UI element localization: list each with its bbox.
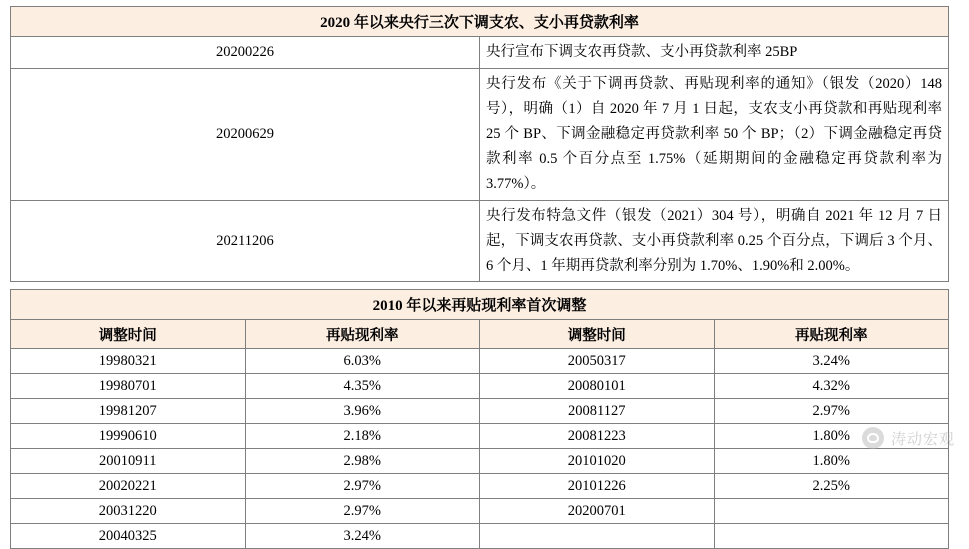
table-row: [11, 424, 949, 449]
table2-title: 2010 年以来再贴现利率首次调整: [11, 290, 949, 320]
cell-rate-right: 4.32%: [714, 374, 949, 399]
account-avatar-icon: [862, 427, 884, 449]
cell-date-right: 20050317: [480, 349, 715, 374]
watermark: [862, 427, 955, 449]
cell-date-right: 20080101: [480, 374, 715, 399]
table-row: [11, 68, 949, 200]
cell-rate-right: 1.80%: [714, 449, 949, 474]
cell-date-left: 19980701: [11, 374, 246, 399]
table1-title: 2020 年以来央行三次下调支农、支小再贷款利率: [11, 7, 949, 37]
table1-text: 央行宣布下调支农再贷款、支小再贷款利率 25BP: [480, 37, 949, 69]
cell-date-right: 20200701: [480, 499, 715, 524]
cell-date-right: [480, 524, 715, 549]
table-gap-divider: [0, 282, 969, 289]
cell-rate-left: 2.18%: [245, 424, 480, 449]
cell-rate-left: 3.24%: [245, 524, 480, 549]
cell-rate-left: 2.97%: [245, 474, 480, 499]
cell-rate-right: 3.24%: [714, 349, 949, 374]
cell-rate-right: [714, 524, 949, 549]
cell-rate-right: [714, 499, 949, 524]
column-header-adjust-date-left: 调整时间: [11, 320, 246, 349]
column-header-rediscount-rate-right: 再贴现利率: [714, 320, 949, 349]
table-row: [11, 524, 949, 549]
document-page: [0, 6, 969, 544]
cell-rate-left: 4.35%: [245, 374, 480, 399]
table-row: [11, 37, 949, 69]
cell-date-left: 20031220: [11, 499, 246, 524]
cell-date-left: 20010911: [11, 449, 246, 474]
column-header-adjust-date-right: 调整时间: [480, 320, 715, 349]
table-row: [11, 499, 949, 524]
table-row: [11, 474, 949, 499]
cell-date-right: 20101226: [480, 474, 715, 499]
table1-title-row: [11, 7, 949, 37]
cell-rate-left: 2.98%: [245, 449, 480, 474]
cell-date-left: 19981207: [11, 399, 246, 424]
table1-text: 央行发布《关于下调再贷款、再贴现利率的通知》（银发（2020）148 号），明确（1）自 2020 年 7 月 1 日起，支农支小再贷款和再贴现利率 25 个 BP、下调金融稳定再贷款利率 50 个 BP；（2）下调金融稳定再贷款利率 0.5 个百分点至 1.75%（延期期间的金融稳定再贷款利率为 3.77%）。: [480, 68, 949, 200]
column-header-rediscount-rate-left: 再贴现利率: [245, 320, 480, 349]
cell-date-right: 20081223: [480, 424, 715, 449]
cell-date-left: 19990610: [11, 424, 246, 449]
cell-rate-right: 1.80%: [714, 424, 949, 449]
table-central-bank-rate-cuts: [10, 6, 949, 282]
cell-rate-left: 3.96%: [245, 399, 480, 424]
cell-date-right: 20081127: [480, 399, 715, 424]
cell-rate-right: 2.97%: [714, 399, 949, 424]
table-row: [11, 200, 949, 282]
cell-rate-right: 2.25%: [714, 474, 949, 499]
table-row: [11, 399, 949, 424]
table1-date: 20200226: [11, 37, 480, 69]
cell-date-left: 20020221: [11, 474, 246, 499]
table2-title-row: [11, 290, 949, 320]
watermark-label: 涛动宏观: [890, 429, 955, 448]
table-rediscount-rate-history: [10, 289, 949, 549]
table-row: [11, 349, 949, 374]
cell-rate-left: 2.97%: [245, 499, 480, 524]
table-row: [11, 374, 949, 399]
table1-date: 20200629: [11, 68, 480, 200]
table1-text: 央行发布特急文件（银发（2021）304 号），明确自 2021 年 12 月 7 日起，下调支农再贷款、支小再贷款利率 0.25 个百分点，下调后 3 个月、6 个月、1 年期再贷款利率分别为 1.70%、1.90%和 2.00%。: [480, 200, 949, 282]
table1-date: 20211206: [11, 200, 480, 282]
table-row: [11, 449, 949, 474]
cell-rate-left: 6.03%: [245, 349, 480, 374]
cell-date-left: 20040325: [11, 524, 246, 549]
table2-header-row: [11, 320, 949, 349]
cell-date-left: 19980321: [11, 349, 246, 374]
cell-date-right: 20101020: [480, 449, 715, 474]
